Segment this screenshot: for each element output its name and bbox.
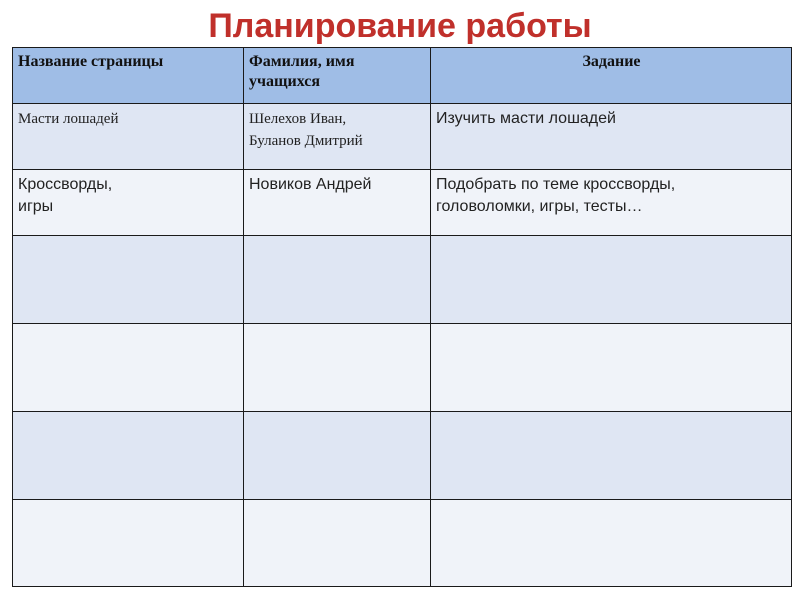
cell-student-names (244, 500, 431, 587)
cell-task (431, 412, 792, 500)
header-student-names: Фамилия, имя учащихся (244, 48, 431, 104)
table-row (13, 170, 792, 236)
cell-task (431, 324, 792, 412)
header-task: Задание (431, 48, 792, 104)
cell-student-names (244, 412, 431, 500)
cell-student-names (244, 104, 431, 170)
cell-task (431, 170, 792, 236)
cell-task (431, 500, 792, 587)
cell-text: Подобрать по теме кроссворды, головоломки, игры, тесты… (436, 176, 676, 215)
cell-text: Масти лошадей (18, 111, 119, 127)
table-header-row (13, 48, 792, 104)
cell-page-name (13, 236, 244, 324)
page-title: Планирование работы (208, 7, 592, 45)
cell-text: Кроссворды, игры (18, 176, 113, 215)
cell-text: Шелехов Иван, Буланов Дмитрий (249, 111, 363, 149)
cell-page-name (13, 324, 244, 412)
table-row (13, 500, 792, 587)
cell-student-names (244, 236, 431, 324)
cell-text: Изучить масти лошадей (436, 110, 616, 127)
cell-page-name (13, 170, 244, 236)
cell-task (431, 104, 792, 170)
table-row (13, 236, 792, 324)
planning-table (12, 47, 792, 587)
table-row (13, 412, 792, 500)
cell-page-name (13, 104, 244, 170)
table-row (13, 324, 792, 412)
cell-student-names (244, 324, 431, 412)
cell-student-names (244, 170, 431, 236)
cell-page-name (13, 412, 244, 500)
table-row (13, 104, 792, 170)
header-page-name: Название страницы (13, 48, 244, 104)
cell-page-name (13, 500, 244, 587)
cell-task (431, 236, 792, 324)
cell-text: Новиков Андрей (249, 176, 372, 193)
